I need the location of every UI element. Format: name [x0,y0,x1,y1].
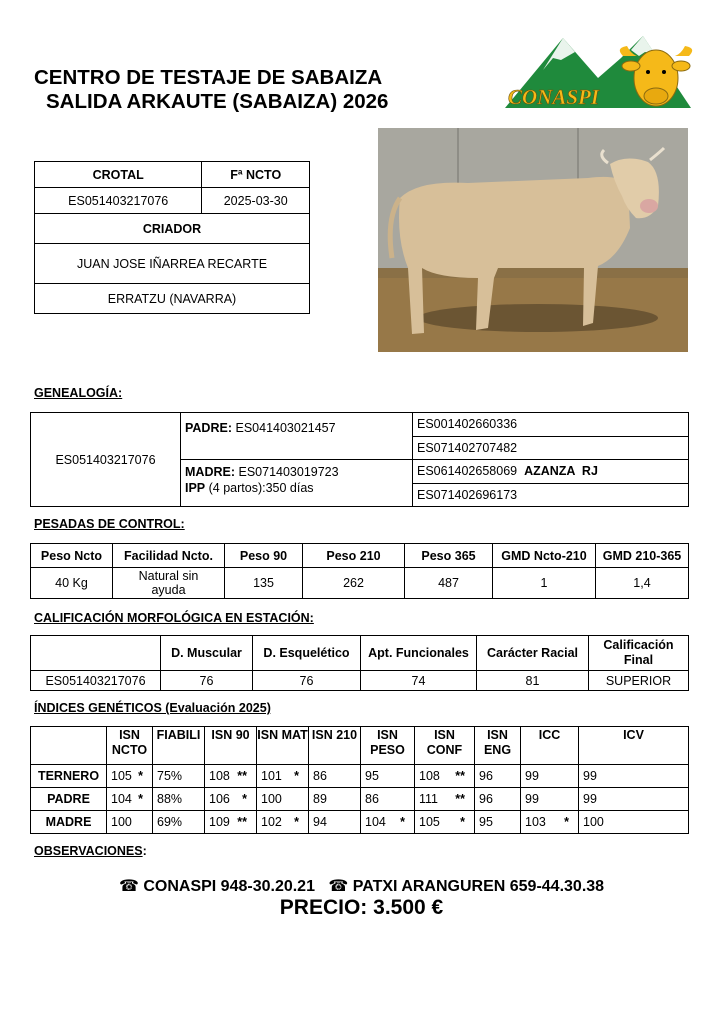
indices-table [30,726,689,834]
significance-marker: ** [237,769,247,783]
indices-value: 106 [209,792,230,806]
indices-cell [107,765,153,788]
indices-cell [475,811,521,834]
madre-label: MADRE: [185,465,235,479]
fncto-header: Fª NCTO [202,162,310,188]
crotal-value: ES051403217076 [35,188,202,214]
indices-cell [153,811,205,834]
indices-cell [415,811,475,834]
title-line-2: SALIDA ARKAUTE (SABAIZA) 2026 [46,90,389,113]
morph-header: D. Muscular [161,636,253,671]
morph-header [31,636,161,671]
weights-cell: 40 Kg [31,568,113,599]
padre-label: PADRE: [185,421,232,435]
indices-cell [579,811,689,834]
indices-row-label: MADRE [31,811,107,834]
phone-icon: ☎ [118,876,139,895]
indices-row-label: PADRE [31,788,107,811]
significance-marker: ** [455,792,465,806]
genealogy-table [30,412,689,507]
morph-table [30,635,689,691]
criador-value: JUAN JOSE IÑARREA RECARTE [35,244,310,284]
bull-photo [378,128,688,352]
indices-cell [361,765,415,788]
significance-marker: ** [237,815,247,829]
indices-value: 89 [313,792,327,806]
indices-cell [107,811,153,834]
price: PRECIO: 3.500 € [279,896,444,919]
indices-header: ISN PESO [361,727,415,765]
morph-header: Carácter Racial [477,636,589,671]
morph-cell: 76 [161,671,253,691]
indices-value: 86 [313,769,327,783]
conaspi-logo [503,30,693,112]
indices-value: 100 [583,815,604,829]
padre-value: ES041403021457 [235,421,336,435]
indices-cell [257,788,309,811]
indices-cell [579,788,689,811]
weights-cell: 135 [225,568,303,599]
significance-marker: * [460,815,465,829]
indices-cell [415,788,475,811]
indices-header: ICV [579,727,689,765]
genealogy-animal: ES051403217076 [31,413,181,507]
indices-cell [361,811,415,834]
title-line-1: CENTRO DE TESTAJE DE SABAIZA [34,66,383,89]
significance-marker: ** [455,769,465,783]
morph-cell: 81 [477,671,589,691]
indices-header: ICC [521,727,579,765]
indices-value: 96 [479,792,493,806]
indices-cell [579,765,689,788]
page-title [34,66,388,114]
madre-cell [181,460,413,507]
indices-value: 99 [525,792,539,806]
indices-value: 99 [583,792,597,806]
logo-text: CONASPI [508,85,600,109]
grandparent-4: ES071402696173 [413,483,689,507]
indices-value: 88% [157,792,183,806]
weights-header: Peso 210 [303,544,405,568]
conaspi-phone[interactable]: CONASPI 948-30.20.21 [143,878,315,895]
indices-row-label: TERNERO [31,765,107,788]
indices-cell [309,788,361,811]
indices-cell [257,811,309,834]
significance-marker: * [564,815,569,829]
grandparent-3: ES061402658069 AZANZA RJ [413,460,689,484]
grandparent-note: AZANZA RJ [524,464,598,479]
weights-cell: 262 [303,568,405,599]
indices-value: 109 [209,815,230,829]
significance-marker: * [138,769,143,783]
ipp-label: IPP [185,481,206,495]
indices-cell [153,765,205,788]
indices-value: 103 [525,815,546,829]
indices-cell [205,811,257,834]
indices-value: 95 [479,815,493,829]
indices-value: 94 [313,815,327,829]
significance-marker: * [294,815,299,829]
indices-cell [415,765,475,788]
weights-cell: 487 [405,568,493,599]
morph-cell: SUPERIOR [589,671,689,691]
criador-header: CRIADOR [35,214,310,244]
indices-cell [107,788,153,811]
crotal-header: CROTAL [35,162,202,188]
indices-header: ISN NCTO [107,727,153,765]
indices-value: 105 [419,815,440,829]
morph-heading: CALIFICACIÓN MORFOLÓGICA EN ESTACIÓN: [34,611,314,625]
padre-cell [181,413,413,460]
weights-table [30,543,689,599]
morph-header: Apt. Funcionales [361,636,477,671]
weights-heading: PESADAS DE CONTROL: [34,517,185,531]
indices-value: 95 [365,769,379,783]
madre-value: ES071403019723 [238,465,339,479]
criador-location: ERRATZU (NAVARRA) [35,284,310,314]
indices-value: 75% [157,769,183,783]
indices-header: ISN ENG [475,727,521,765]
indices-header: ISN CONF [415,727,475,765]
phone-icon: ☎ [328,876,349,895]
weights-header: GMD Ncto-210 [493,544,596,568]
weights-header: Peso 365 [405,544,493,568]
patxi-phone[interactable]: PATXI ARANGUREN 659-44.30.38 [352,878,605,895]
indices-value: 105 [111,769,132,783]
indices-cell [521,765,579,788]
indices-value: 101 [261,769,282,783]
indices-header: ISN 90 [205,727,257,765]
significance-marker: * [138,792,143,806]
weights-header: Facilidad Ncto. [113,544,225,568]
indices-header: FIABILI [153,727,205,765]
indices-value: 108 [209,769,230,783]
morph-cell: 76 [253,671,361,691]
morph-cell: 74 [361,671,477,691]
morph-header: Calificación Final [589,636,689,671]
indices-value: 96 [479,769,493,783]
morph-header: D. Esquelético [253,636,361,671]
significance-marker: * [294,769,299,783]
indices-value: 104 [111,792,132,806]
indices-cell [205,788,257,811]
indices-value: 102 [261,815,282,829]
indices-cell [361,788,415,811]
indices-header [31,727,107,765]
indices-value: 100 [111,815,132,829]
indices-cell [309,765,361,788]
indices-cell [521,788,579,811]
indices-heading: ÍNDICES GENÉTICOS (Evaluación 2025) [34,701,271,715]
indices-cell [153,788,205,811]
genealogy-heading: GENEALOGÍA: [34,386,123,400]
indices-value: 99 [525,769,539,783]
weights-cell: 1,4 [596,568,689,599]
indices-value: 100 [261,792,282,806]
indices-value: 69% [157,815,183,829]
indices-cell [475,788,521,811]
ipp-value: (4 partos):350 días [208,481,314,495]
weights-header: Peso 90 [225,544,303,568]
indices-cell [257,765,309,788]
significance-marker: * [242,792,247,806]
indices-header: ISN MAT [257,727,309,765]
grandparent-2: ES071402707482 [413,436,689,460]
indices-value: 99 [583,769,597,783]
ident-table [34,161,310,314]
indices-cell [205,765,257,788]
indices-cell [309,811,361,834]
grandparent-1: ES001402660336 [413,413,689,437]
morph-cell: ES051403217076 [31,671,161,691]
significance-marker: * [400,815,405,829]
weights-cell: 1 [493,568,596,599]
indices-value: 108 [419,769,440,783]
weights-header: GMD 210-365 [596,544,689,568]
indices-value: 104 [365,815,386,829]
weights-cell: Natural sin ayuda [113,568,225,599]
indices-header: ISN 210 [309,727,361,765]
contact-line [0,876,723,896]
fncto-value: 2025-03-30 [202,188,310,214]
indices-value: 111 [419,792,439,806]
indices-cell [521,811,579,834]
indices-cell [475,765,521,788]
indices-value: 86 [365,792,379,806]
observaciones-label: OBSERVACIONES: [34,844,147,858]
weights-header: Peso Ncto [31,544,113,568]
